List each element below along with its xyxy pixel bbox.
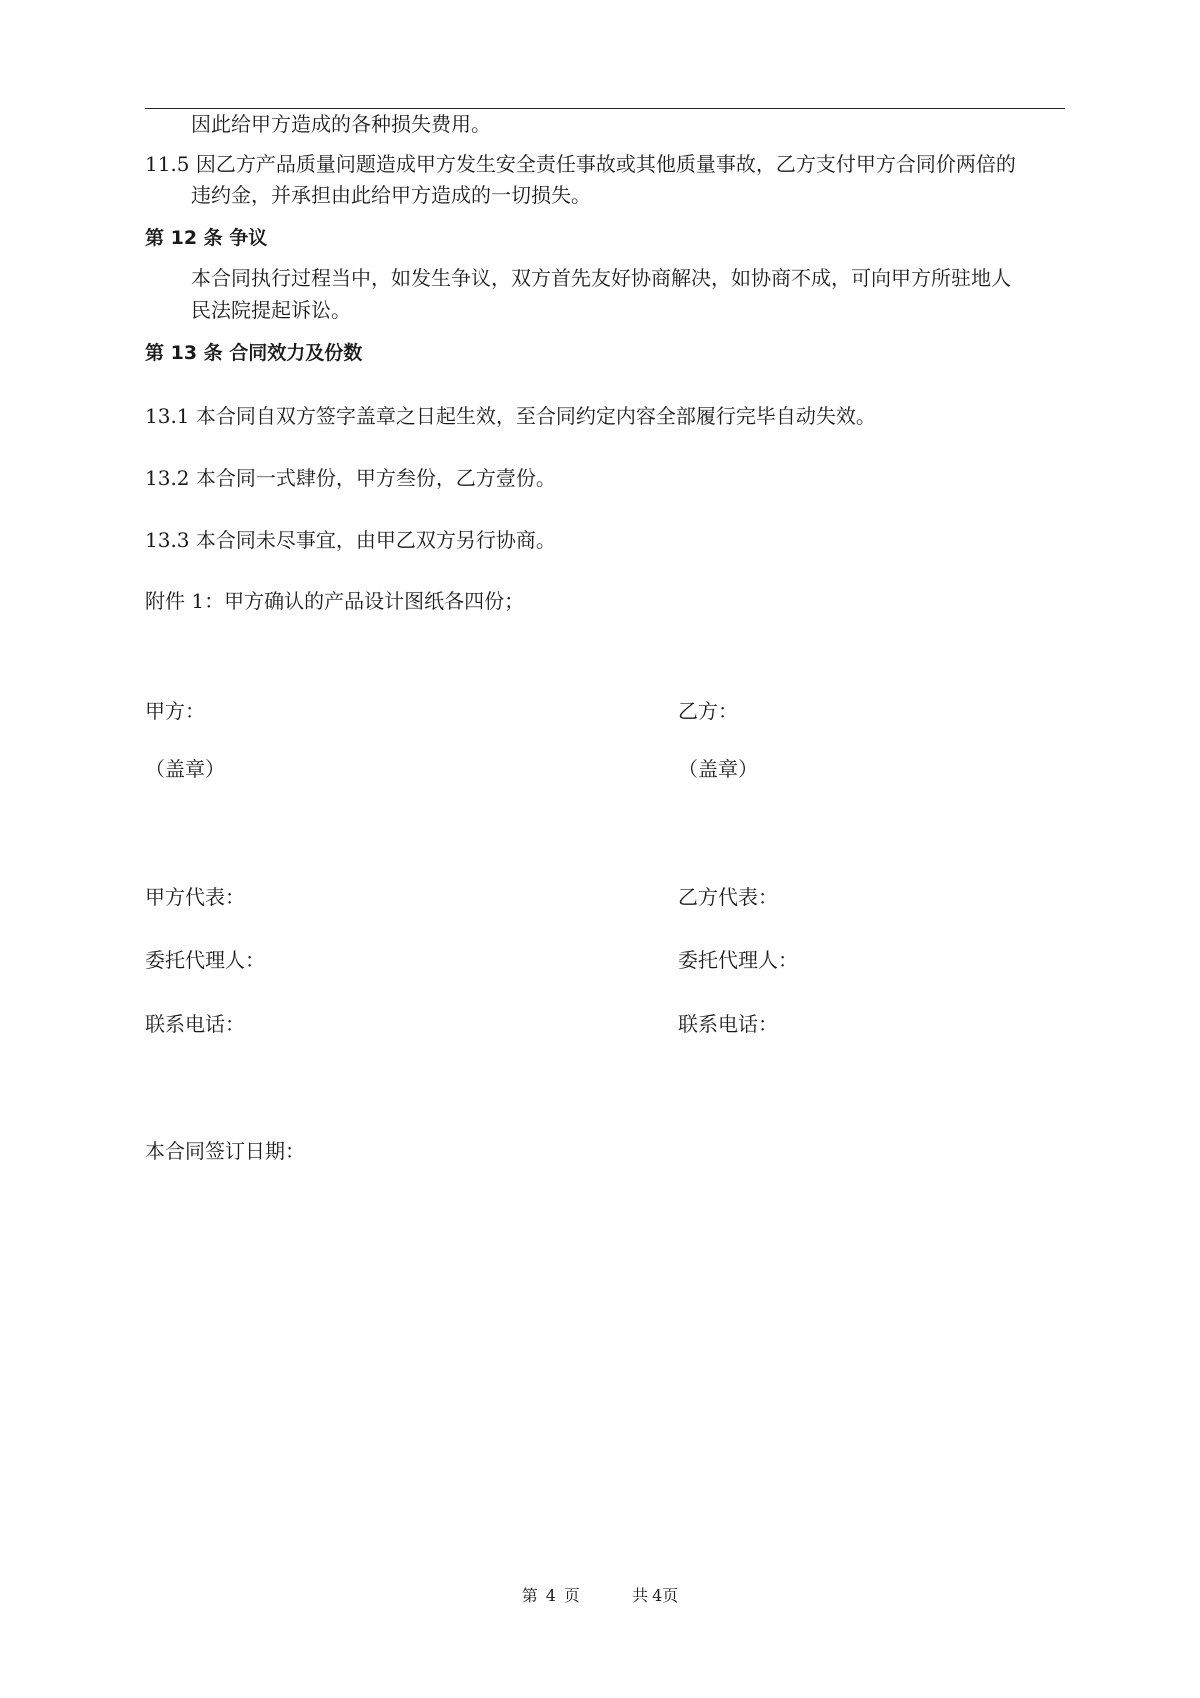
party-a-label: 甲方：	[145, 699, 205, 723]
footer-total-pages: 4	[652, 1586, 663, 1605]
party-b-agent: 委托代理人：	[678, 948, 798, 972]
clause-12-body-line1: 本合同执行过程当中，如发生争议，双方首先友好协商解决，如协商不成，可向甲方所驻地人	[191, 266, 1011, 290]
attachment-note: 附件 1：甲方确认的产品设计图纸各四份；	[145, 589, 525, 613]
clause-12-heading: 第 12 条 争议	[145, 227, 268, 249]
page-footer	[0, 1586, 1200, 1606]
party-b-label: 乙方：	[678, 699, 738, 723]
party-b-representative: 乙方代表：	[678, 885, 778, 909]
header-rule	[145, 108, 1065, 109]
party-b-seal: （盖章）	[678, 757, 758, 781]
clause-13-heading: 第 13 条 合同效力及份数	[145, 342, 363, 364]
clause-11-5-line2: 违约金，并承担由此给甲方造成的一切损失。	[191, 183, 591, 207]
party-b-phone: 联系电话：	[678, 1012, 778, 1036]
clause-12-body-line2: 民法院提起诉讼。	[191, 298, 351, 322]
party-a-seal: （盖章）	[145, 757, 225, 781]
footer-total-suffix: 页	[662, 1586, 679, 1605]
clause-11-5-line1: 11.5 因乙方产品质量问题造成甲方发生安全责任事故或其他质量事故，乙方支付甲方合同价两倍的	[145, 152, 1016, 176]
clause-11-continuation: 因此给甲方造成的各种损失费用。	[191, 112, 491, 136]
clause-13-2: 13.2 本合同一式肆份，甲方叁份，乙方壹份。	[145, 466, 556, 490]
clause-13-3: 13.3 本合同未尽事宜，由甲乙双方另行协商。	[145, 528, 556, 552]
footer-page-suffix: 页	[563, 1586, 580, 1605]
party-a-agent: 委托代理人：	[145, 948, 265, 972]
footer-page-prefix: 第	[521, 1586, 538, 1605]
party-a-representative: 甲方代表：	[145, 885, 245, 909]
clause-13-1: 13.1 本合同自双方签字盖章之日起生效，至合同约定内容全部履行完毕自动失效。	[145, 404, 876, 428]
party-a-phone: 联系电话：	[145, 1012, 245, 1036]
sign-date-label: 本合同签订日期：	[145, 1139, 305, 1163]
footer-total-prefix: 共	[632, 1586, 649, 1605]
footer-page-number: 4	[545, 1586, 556, 1605]
